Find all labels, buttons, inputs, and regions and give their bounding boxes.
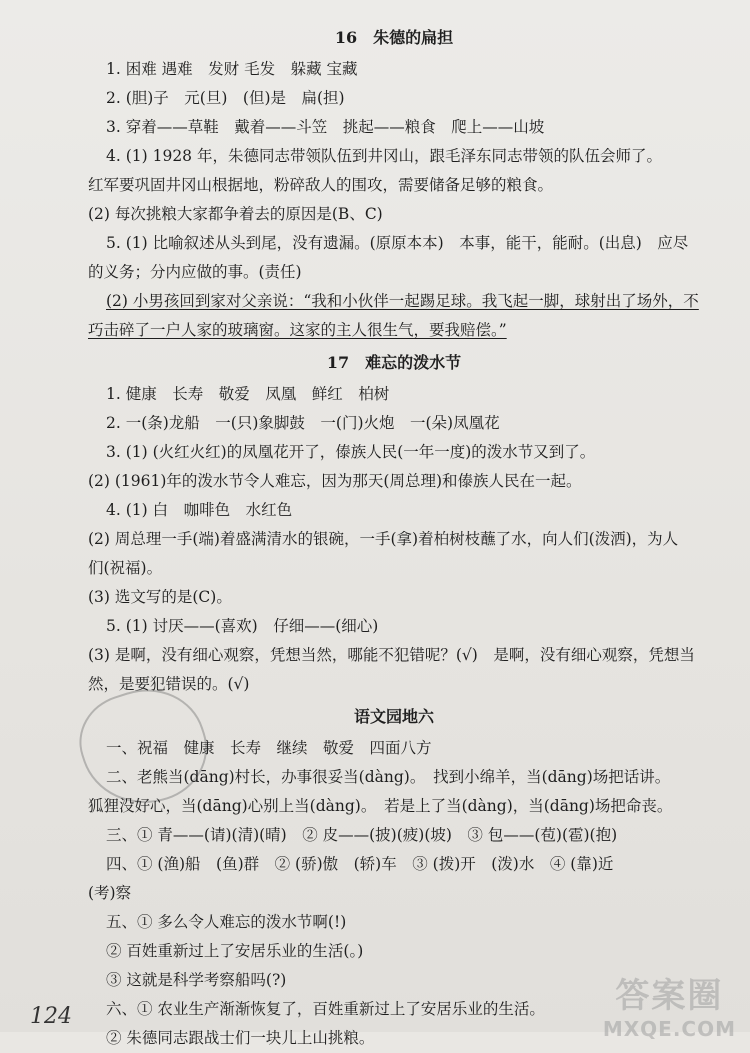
s16-line-8: 的义务；分内应做的事。(责任) (88, 263, 302, 281)
s6-line-8: ② 百姓重新过上了安居乐业的生活(。) (106, 942, 364, 960)
section-title-17: 17 难忘的泼水节 (326, 353, 462, 372)
s6-line-10: 六、① 农业生产渐渐恢复了，百姓重新过上了安居乐业的生活。 (106, 1000, 545, 1018)
s16-line-2: 2. (胆)子 元(旦) (但)是 扁(担) (106, 89, 345, 107)
s6-line-6: (考)察 (88, 884, 132, 902)
s17-line-10: (3) 是啊，没有细心观察，凭想当然，哪能不犯错呢？(√) 是啊，没有细心观察，凭想当 (88, 646, 695, 664)
watermark-line-2: MXQE.COM (602, 1017, 736, 1041)
s16-line-6: (2) 每次挑粮大家都争着去的原因是(B、C) (88, 205, 383, 223)
section-title-16: 16 朱德的扁担 (334, 28, 454, 47)
s6-line-5: 四、① (渔)船 (鱼)群 ② (骄)傲 (轿)车 ③ (拨)开 (泼)水 ④ (靠)近 (106, 855, 614, 873)
s6-line-1: 一、祝福 健康 长寿 继续 敬爱 四面八方 (106, 739, 432, 757)
s6-line-7: 五、① 多么令人难忘的泼水节啊(!) (106, 913, 347, 931)
s6-line-4: 三、① 青——(请)(清)(晴) ② 皮——(披)(疲)(坡) ③ 包——(苞)(雹)(抱) (106, 826, 618, 844)
s6-line-2: 二、老熊当(dāng)村长，办事很妥当(dàng)。 找到小绵羊，当(dāng)场把话讲。 (106, 768, 671, 786)
s16-line-1: 1. 困难 遇难 发财 毛发 躲藏 宝藏 (106, 60, 358, 78)
s17-line-1: 1. 健康 长寿 敬爱 凤凰 鲜红 柏树 (106, 385, 390, 403)
s17-line-6: (2) 周总理一手(端)着盛满清水的银碗，一手(拿)着柏树枝蘸了水，向人们(泼洒)，为人 (88, 530, 679, 548)
s16-line-10: 巧击碎了一户人家的玻璃窗。这家的主人很生气，要我赔偿。” (88, 321, 507, 339)
s17-line-8: (3) 选文写的是(C)。 (88, 588, 232, 606)
s17-line-9: 5. (1) 讨厌——(喜欢) 仔细——(细心) (106, 617, 379, 635)
watermark-line-1: 答案圈 (615, 976, 724, 1016)
s16-line-9: (2) 小男孩回到家对父亲说：“我和小伙伴一起踢足球。我飞起一脚，球射出了场外，不 (106, 292, 699, 310)
page-number: 124 (30, 1004, 72, 1029)
s16-line-5: 红军要巩固井冈山根据地，粉碎敌人的围攻，需要储备足够的粮食。 (88, 176, 554, 194)
s6-line-9: ③ 这就是科学考察船吗(?) (106, 971, 287, 989)
s16-line-4: 4. (1) 1928 年，朱德同志带领队伍到井冈山，跟毛泽东同志带领的队伍会师了。 (106, 147, 662, 165)
s17-line-5: 4. (1) 白 咖啡色 水红色 (106, 501, 293, 519)
s17-line-11: 然，是要犯错误的。(√) (88, 675, 250, 693)
section-title-yuwen-6: 语文园地六 (353, 707, 434, 726)
watermark-logo (603, 968, 736, 1041)
s6-line-11: ② 朱德同志跟战士们一块儿上山挑粮。 (106, 1029, 375, 1047)
s6-line-3: 狐狸没好心，当(dāng)心别上当(dàng)。 若是上了当(dàng)，当(dāng)场把命丧。 (88, 797, 673, 815)
answer-content (88, 20, 700, 1053)
s17-line-7: 们(祝福)。 (88, 559, 163, 577)
s16-line-3: 3. 穿着——草鞋 戴着——斗笠 挑起——粮食 爬上——山坡 (106, 118, 545, 136)
s17-line-2: 2. 一(条)龙船 一(只)象脚鼓 一(门)火炮 一(朵)凤凰花 (106, 414, 500, 432)
s17-line-3: 3. (1) (火红火红)的凤凰花开了，傣族人民(一年一度)的泼水节又到了。 (106, 443, 596, 461)
s17-line-4: (2) (1961)年的泼水节令人难忘，因为那天(周总理)和傣族人民在一起。 (88, 472, 582, 490)
s16-line-7: 5. (1) 比喻叙述从头到尾，没有遗漏。(原原本本) 本事，能干，能耐。(出息) 应尽 (106, 234, 689, 252)
